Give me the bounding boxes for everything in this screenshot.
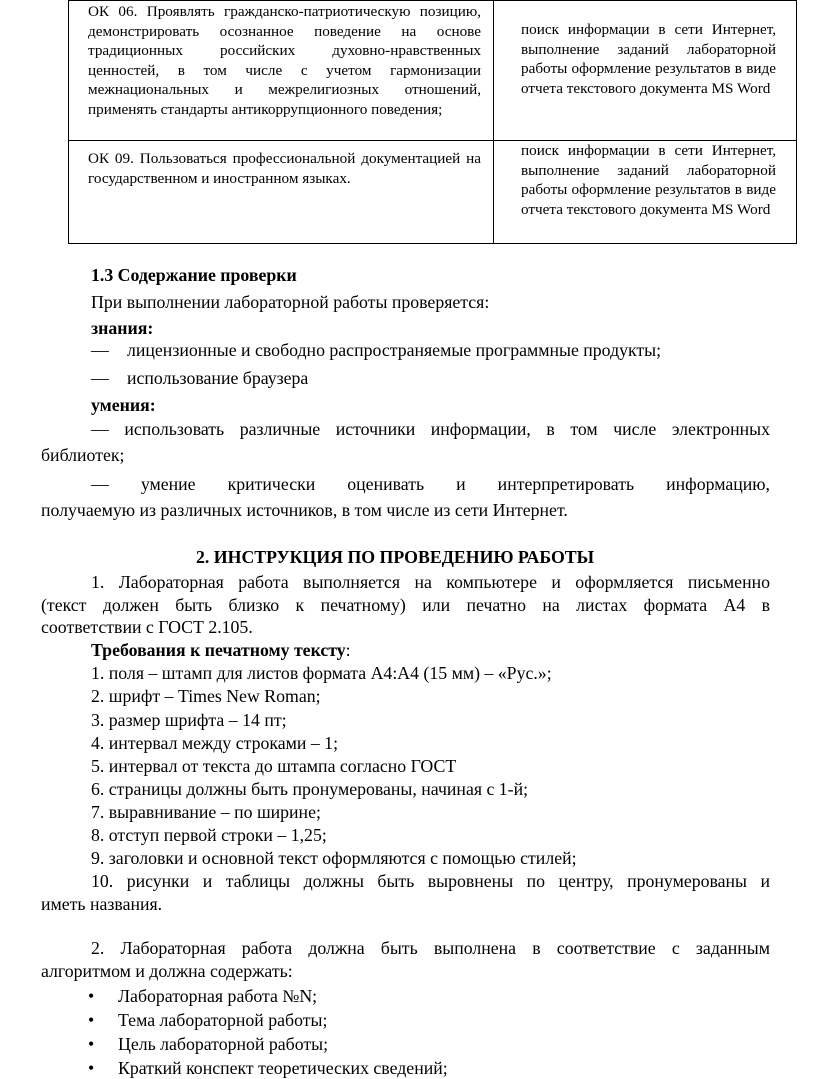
table-cell	[69, 1, 494, 141]
activity-text: поиск информации в сети Интернет, выполнение заданий лабораторной работы оформление результатов в виде отчета текстового документа MS Word	[521, 142, 776, 218]
dash-marker: —	[91, 340, 109, 360]
paragraph-line: 2. Лабораторная работа должна быть выполнена в соответствие с заданным	[91, 938, 770, 958]
dash-marker: —	[91, 368, 109, 388]
skills-label: умения:	[91, 395, 156, 415]
skill-line: библиотек;	[41, 445, 125, 465]
section-title: 1.3 Содержание проверки	[91, 265, 297, 285]
table-cell	[494, 141, 797, 244]
requirement-item: 7. выравнивание – по ширине;	[91, 802, 321, 822]
bullet-text: Цель лабораторной работы;	[118, 1034, 329, 1054]
requirement-item: иметь названия.	[41, 894, 163, 914]
requirement-item: 1. поля – штамп для листов формата А4:А4 (15 мм) – «Рус.»;	[91, 663, 552, 683]
paragraph-line: (текст должен быть близко к печатному) или печатно на листах формата А4 в	[41, 595, 770, 615]
paragraph-line: соответствии с ГОСТ 2.105.	[41, 617, 253, 637]
requirement-item: 5. интервал от текста до штампа согласно ГОСТ	[91, 756, 457, 776]
requirement-item: 8. отступ первой строки – 1,25;	[91, 825, 327, 845]
requirement-item: 6. страницы должны быть пронумерованы, начиная с 1-й;	[91, 779, 529, 799]
table-cell	[494, 1, 797, 141]
requirement-item: 10. рисунки и таблицы должны быть выровнены по центру, пронумерованы и	[91, 871, 770, 891]
bullet-item	[82, 1009, 327, 1031]
bullet-item	[82, 1057, 448, 1079]
table-row	[69, 1, 797, 141]
bullet-icon: •	[88, 1058, 95, 1078]
knowledge-item	[91, 367, 308, 389]
knowledge-item	[91, 339, 661, 361]
knowledge-label: знания:	[91, 318, 154, 338]
requirements-label: Требования к печатному тексту	[91, 640, 346, 660]
bullet-text: Краткий конспект теоретических сведений;	[118, 1058, 448, 1078]
section-intro: При выполнении лабораторной работы проверяется:	[91, 292, 490, 312]
table-cell	[69, 141, 494, 244]
competency-table	[68, 0, 797, 244]
skill-line: получаемую из различных источников, в том числе из сети Интернет.	[41, 500, 568, 520]
skill-line: — использовать различные источники информации, в том числе электронных	[91, 419, 770, 439]
requirement-item: 9. заголовки и основной текст оформляются с помощью стилей;	[91, 848, 577, 868]
requirement-item: 4. интервал между строками – 1;	[91, 733, 339, 753]
section-title: 2. ИНСТРУКЦИЯ ПО ПРОВЕДЕНИЮ РАБОТЫ	[196, 547, 595, 567]
activity-text: поиск информации в сети Интернет, выполнение заданий лабораторной работы оформление результатов в виде отчета текстового документа MS Word	[521, 21, 776, 97]
table-row	[69, 141, 797, 244]
bullet-icon: •	[88, 986, 95, 1006]
paragraph-line: алгоритмом и должна содержать:	[41, 961, 293, 981]
paragraph-line: 1. Лабораторная работа выполняется на компьютере и оформляется письменно	[91, 572, 770, 592]
bullet-text: Тема лабораторной работы;	[118, 1010, 328, 1030]
bullet-item	[82, 1033, 328, 1055]
requirement-item: 2. шрифт – Times New Roman;	[91, 686, 321, 706]
bullet-text: Лабораторная работа №N;	[118, 986, 318, 1006]
requirement-item: 3. размер шрифта – 14 пт;	[91, 710, 287, 730]
requirements-heading	[91, 639, 351, 661]
competency-text: ОК 06. Проявлять гражданско-патриотическую позицию, демонстрировать осознанное поведение на основе традиционных российских духовно-нравственных ценностей, в том числе с учетом гармонизации межнациональных и межрелигиозных отношений, применять стандарты антикоррупционного поведения;	[88, 3, 481, 118]
competency-text: ОК 09. Пользоваться профессиональной документацией на государственном и иностранном языках.	[88, 150, 481, 187]
skill-line: — умение критически оценивать и интерпретировать информацию,	[91, 474, 770, 494]
requirements-colon: :	[345, 640, 351, 660]
knowledge-text: использование браузера	[127, 368, 309, 388]
bullet-icon: •	[88, 1010, 95, 1030]
knowledge-text: лицензионные и свободно распространяемые программные продукты;	[127, 340, 662, 360]
bullet-icon: •	[88, 1034, 95, 1054]
bullet-item	[82, 985, 317, 1007]
